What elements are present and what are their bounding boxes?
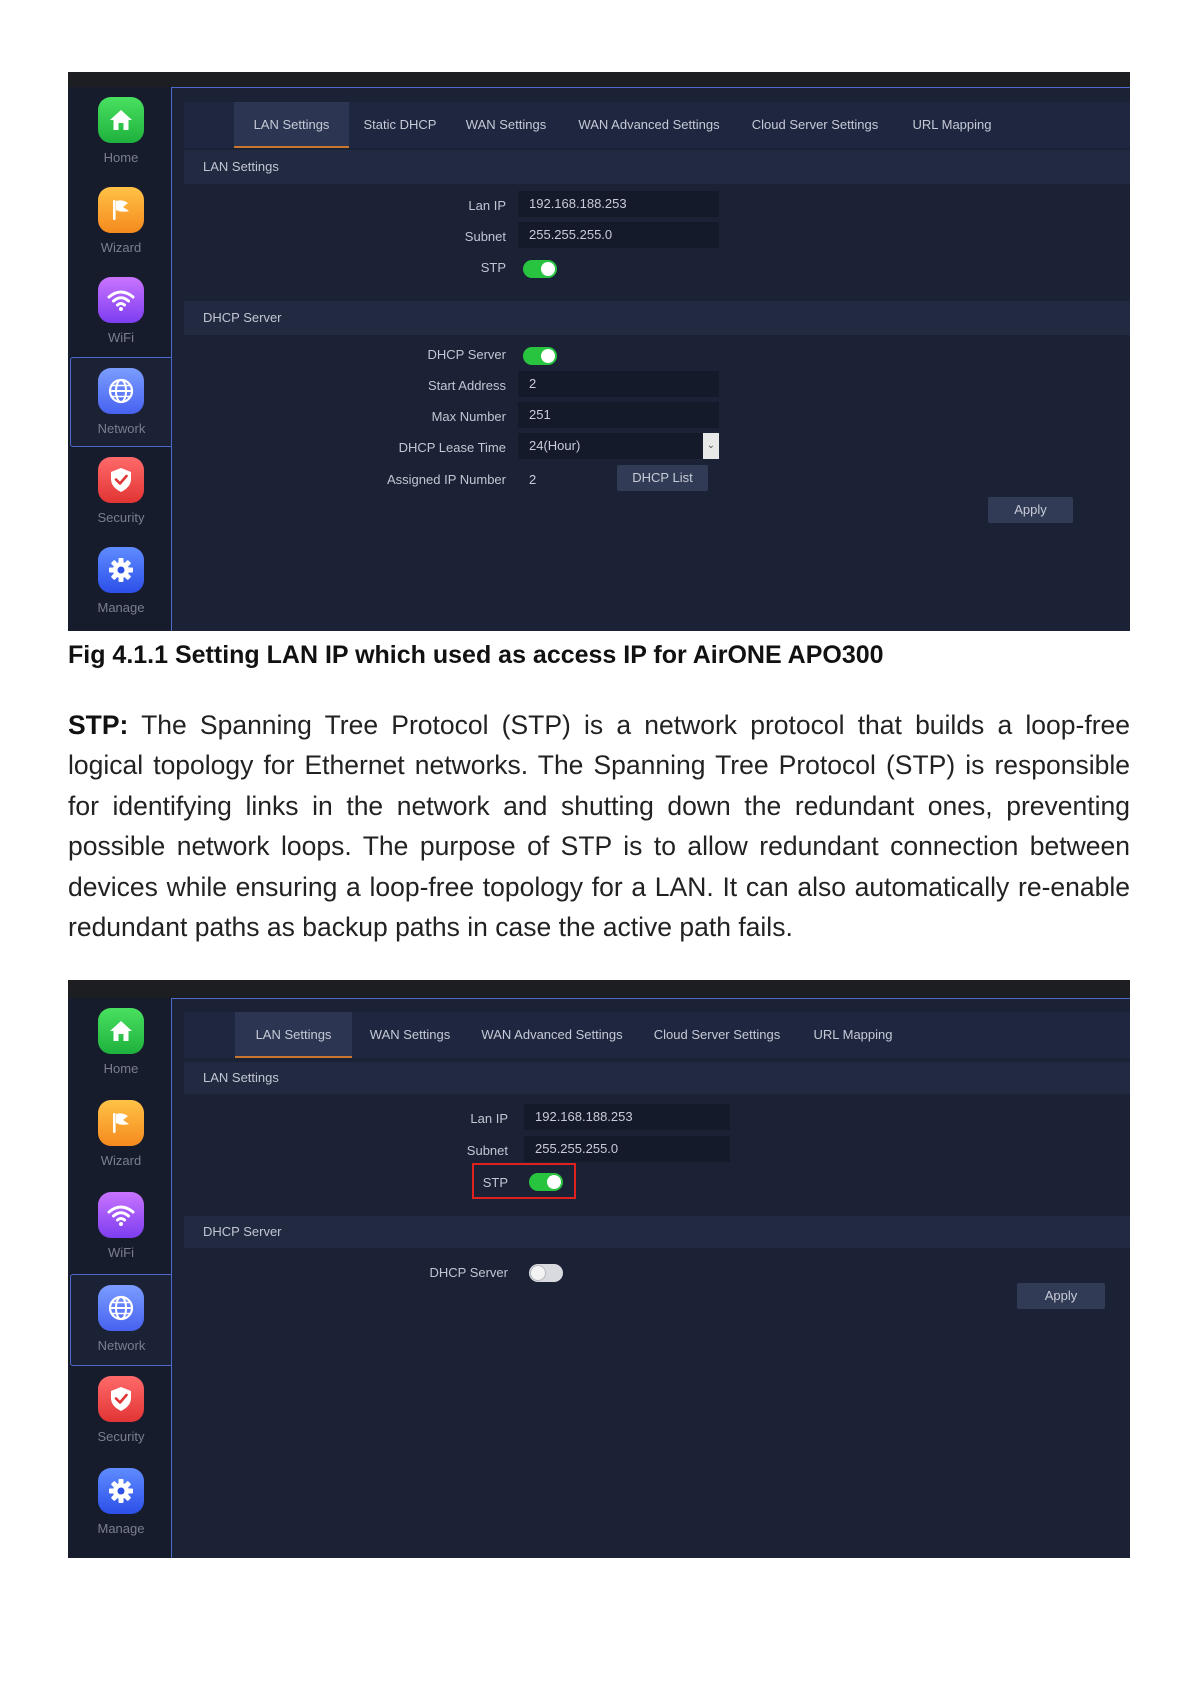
home-icon: [98, 1008, 144, 1054]
shield-icon: [98, 1376, 144, 1422]
globe-icon: [98, 368, 144, 414]
sidebar-item-manage[interactable]: [71, 537, 171, 627]
toggle-knob: [541, 349, 555, 363]
tab-url-mapping[interactable]: URL Mapping: [912, 117, 992, 132]
sidebar-item-label: Wizard: [100, 1153, 142, 1168]
tab-wan-settings[interactable]: WAN Settings: [369, 1027, 451, 1042]
figure-caption: Fig 4.1.1 Setting LAN IP which used as access IP for AirONE APO300: [68, 641, 884, 669]
sidebar-item-manage[interactable]: [71, 1458, 171, 1548]
flag-icon: [98, 1100, 144, 1146]
sidebar-item-network[interactable]: [70, 1274, 172, 1366]
subnet-input[interactable]: 255.255.255.0: [518, 222, 719, 248]
section-header-dhcp-server: DHCP Server: [184, 301, 1130, 335]
flag-icon: [98, 187, 144, 233]
lan-ip-input[interactable]: 192.168.188.253: [524, 1104, 730, 1130]
sidebar: [68, 998, 171, 1558]
stp-description: The Spanning Tree Protocol (STP) is a network protocol that builds a loop-free logical topology for Ethernet networks. The Spanning Tree Protocol (STP) is responsible for identifying links in the network and shutting down the redundant ones, preventing possible network loops. The purpose of STP is to allow redundant connection between devices while ensuring a loop-free topology for a LAN. It can also automatically re-enable redundant paths as backup paths in case the active path fails.: [68, 710, 1130, 943]
gear-icon: [98, 547, 144, 593]
max-number-input[interactable]: 251: [518, 402, 719, 428]
sidebar-item-wifi[interactable]: [71, 1182, 171, 1272]
section-header-lan-settings: LAN Settings: [184, 1062, 1130, 1094]
dhcp-list-button[interactable]: DHCP List: [617, 465, 708, 491]
chevron-down-icon[interactable]: ⌄: [703, 433, 719, 459]
router-screenshot-2: [68, 980, 1130, 1558]
start-address-input[interactable]: 2: [518, 371, 719, 397]
main-panel: [171, 87, 1130, 631]
sidebar-item-label: Security: [97, 1429, 145, 1444]
sidebar-item-security[interactable]: [71, 1366, 171, 1456]
dhcp-server-label: DHCP Server: [427, 347, 506, 362]
assigned-ip-number-label: Assigned IP Number: [387, 472, 506, 487]
subnet-label: Subnet: [466, 1143, 508, 1158]
apply-button[interactable]: Apply: [988, 497, 1073, 523]
sidebar-item-label: Manage: [97, 1521, 145, 1536]
tab-wan-settings[interactable]: WAN Settings: [465, 117, 547, 132]
subnet-label: Subnet: [464, 229, 506, 244]
sidebar-item-wifi[interactable]: [71, 267, 171, 357]
window-top-bar: [68, 980, 1130, 998]
sidebar-item-label: Wizard: [100, 240, 142, 255]
toggle-knob: [541, 262, 555, 276]
sidebar-item-label: Security: [97, 510, 145, 525]
toggle-knob: [547, 1175, 561, 1189]
start-address-label: Start Address: [427, 378, 506, 393]
dhcp-lease-time-label: DHCP Lease Time: [398, 440, 506, 455]
router-screenshot-1: [68, 72, 1130, 631]
shield-icon: [98, 457, 144, 503]
sidebar-item-home[interactable]: [71, 998, 171, 1088]
tab-wan-advanced-settings[interactable]: WAN Advanced Settings: [578, 117, 720, 132]
dhcp-server-label: DHCP Server: [429, 1265, 508, 1280]
stp-toggle[interactable]: [529, 1173, 563, 1191]
tab-cloud-server-settings[interactable]: Cloud Server Settings: [653, 1027, 781, 1042]
subnet-input[interactable]: 255.255.255.0: [524, 1136, 730, 1162]
tab-static-dhcp[interactable]: Static DHCP: [363, 117, 437, 132]
wifi-icon: [98, 277, 144, 323]
gear-icon: [98, 1468, 144, 1514]
sidebar-item-label: Home: [103, 150, 139, 165]
lan-ip-label: Lan IP: [468, 198, 506, 213]
sidebar-item-label: Network: [97, 1338, 146, 1353]
home-icon: [98, 97, 144, 143]
sidebar-item-wizard[interactable]: [71, 1090, 171, 1180]
wifi-icon: [98, 1192, 144, 1238]
sidebar-item-label: Manage: [97, 600, 145, 615]
dhcp-server-toggle[interactable]: [529, 1264, 563, 1282]
tab-wan-advanced-settings[interactable]: WAN Advanced Settings: [481, 1027, 623, 1042]
stp-label: STP: [482, 1175, 508, 1190]
dhcp-lease-time-value: 24(Hour): [529, 438, 581, 453]
stp-term: STP:: [68, 710, 129, 740]
tab-lan-settings[interactable]: LAN Settings: [235, 1012, 352, 1058]
sidebar-item-label: WiFi: [108, 1245, 134, 1260]
sidebar-item-wizard[interactable]: [71, 177, 171, 267]
sidebar-item-network[interactable]: [70, 357, 172, 447]
window-top-bar: [68, 72, 1130, 87]
sidebar-item-security[interactable]: [71, 447, 171, 537]
stp-label: STP: [480, 260, 506, 275]
globe-icon: [98, 1285, 144, 1331]
sidebar-item-label: Network: [97, 421, 146, 436]
tab-cloud-server-settings[interactable]: Cloud Server Settings: [751, 117, 879, 132]
tab-bar: [184, 102, 1130, 148]
stp-toggle[interactable]: [523, 260, 557, 278]
tab-url-mapping[interactable]: URL Mapping: [813, 1027, 893, 1042]
lan-ip-label: Lan IP: [470, 1111, 508, 1126]
sidebar-item-label: Home: [103, 1061, 139, 1076]
toggle-knob: [531, 1266, 545, 1280]
sidebar: [68, 87, 171, 631]
max-number-label: Max Number: [431, 409, 506, 424]
assigned-ip-number-value: 2: [529, 472, 537, 487]
sidebar-item-label: WiFi: [108, 330, 134, 345]
tab-bar: [184, 1012, 1130, 1058]
section-header-lan-settings: LAN Settings: [184, 150, 1130, 184]
sidebar-item-home[interactable]: [71, 87, 171, 177]
apply-button[interactable]: Apply: [1017, 1283, 1105, 1309]
stp-paragraph: [68, 705, 1130, 947]
tab-lan-settings[interactable]: LAN Settings: [234, 102, 349, 148]
lan-ip-input[interactable]: 192.168.188.253: [518, 191, 719, 217]
dhcp-lease-time-select[interactable]: [518, 433, 719, 459]
section-header-dhcp-server: DHCP Server: [184, 1216, 1130, 1248]
main-panel: [171, 998, 1130, 1558]
dhcp-server-toggle[interactable]: [523, 347, 557, 365]
